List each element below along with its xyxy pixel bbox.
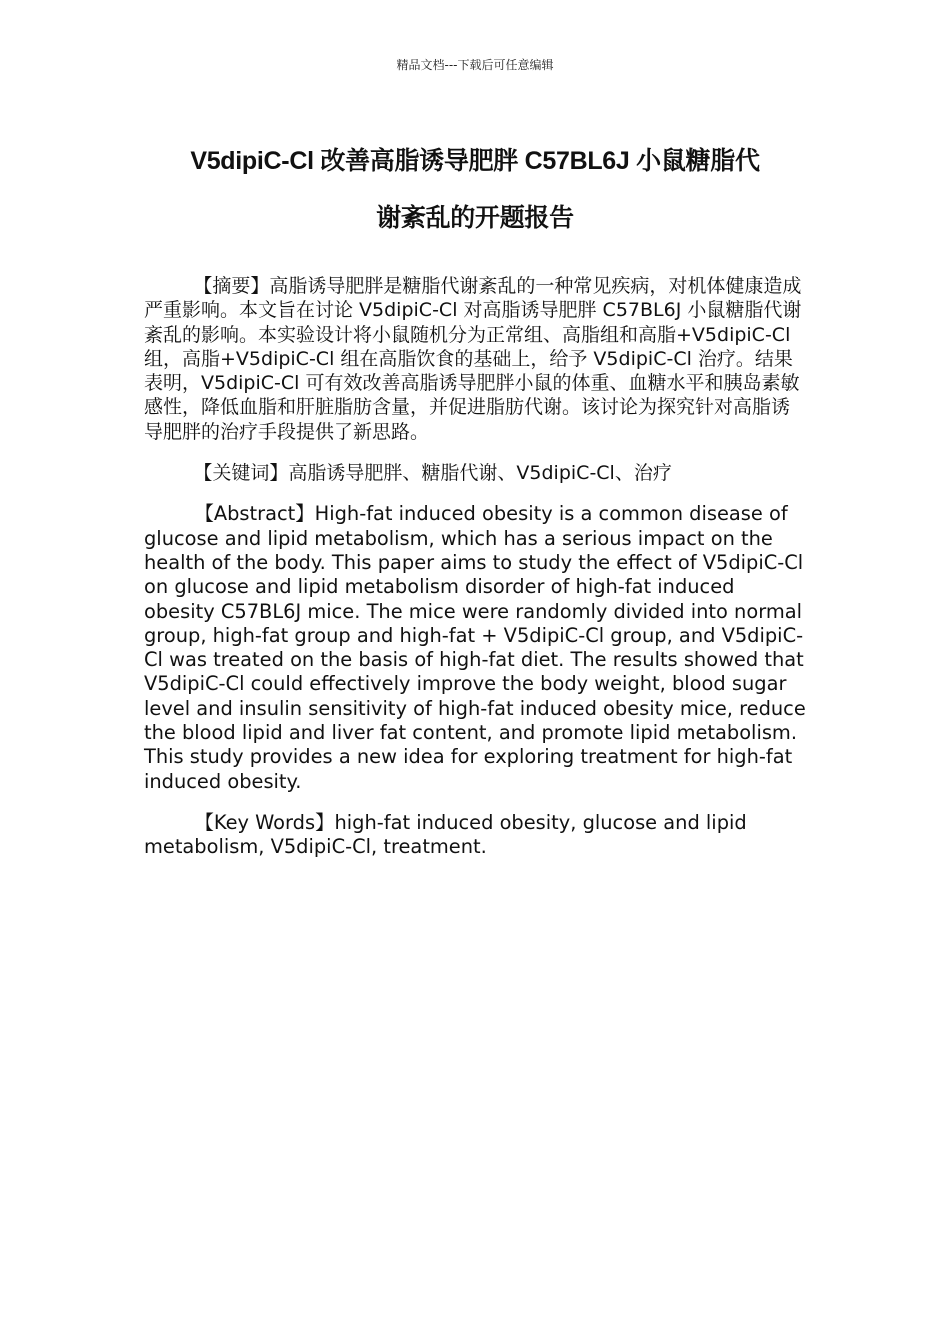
abstract-en-label: 【Abstract】 [194,502,315,526]
header-text: 精品文档---下载后可任意编辑 [396,58,554,72]
title-line-2: 谢紊乱的开题报告 [376,204,574,232]
abstract-en-paragraph [144,502,806,794]
abstract-cn-text: 高脂诱导肥胖是糖脂代谢紊乱的一种常见疾病，对机体健康造成严重影响。本文旨在讨论 V5dipiC-Cl 对高脂诱导肥胖 C57BL6J 小鼠糖脂代谢紊乱的影响。本实验设计将小鼠随机分为正常组、高脂组和高脂+V5dipiC-Cl 组，高脂+V5dipiC-Cl 组在高脂饮食的基础上，给予 V5dipiC-Cl 治疗。结果表明，V5dipiC-Cl 可有效改善高脂诱导肥胖小鼠的体重、血糖水平和胰岛素敏感性，降低血脂和肝脏脂肪含量，并促进脂肪代谢。该讨论为探究针对高脂诱导肥胖的治疗手段提供了新思路。 [144,275,802,443]
keywords-cn-text: 高脂诱导肥胖、糖脂代谢、V5dipiC-Cl、治疗 [288,462,672,485]
document-title [140,133,810,247]
keywords-cn-paragraph [144,461,806,485]
abstract-en-text: High-fat induced obesity is a common disease of glucose and lipid metabolism, which has a serious impact on the health of the body. This paper aims to study the effect of V5dipiC-Cl on glucose and lipid metabolism disorder of high-fat induced obesity C57BL6J mice. The mice were randomly divided into normal group, high-fat group and high-fat + V5dipiC-Cl group, and V5dipiC-Cl was treated on the basis of high-fat diet. The results showed that V5dipiC-Cl could effectively improve the body weight, blood sugar level and insulin sensitivity of high-fat induced obesity mice, reduce the blood lipid and liver fat content, and promote lipid metabolism. This study provides a new idea for exploring treatment for high-fat induced obesity. [144,502,806,793]
page-header [0,57,950,73]
keywords-en-text: high-fat induced obesity, glucose and lipid metabolism, V5dipiC-Cl, treatment. [144,810,747,859]
keywords-en-label: 【Key Words】 [194,810,335,834]
abstract-cn-label: 【摘要】 [193,275,270,297]
abstract-cn-paragraph [144,274,806,444]
keywords-cn-label: 【关键词】 [193,462,289,485]
title-line-1: V5dipiC-Cl 改善高脂诱导肥胖 C57BL6J 小鼠糖脂代 [190,147,760,175]
keywords-en-paragraph [144,811,806,860]
document-body [144,274,806,877]
